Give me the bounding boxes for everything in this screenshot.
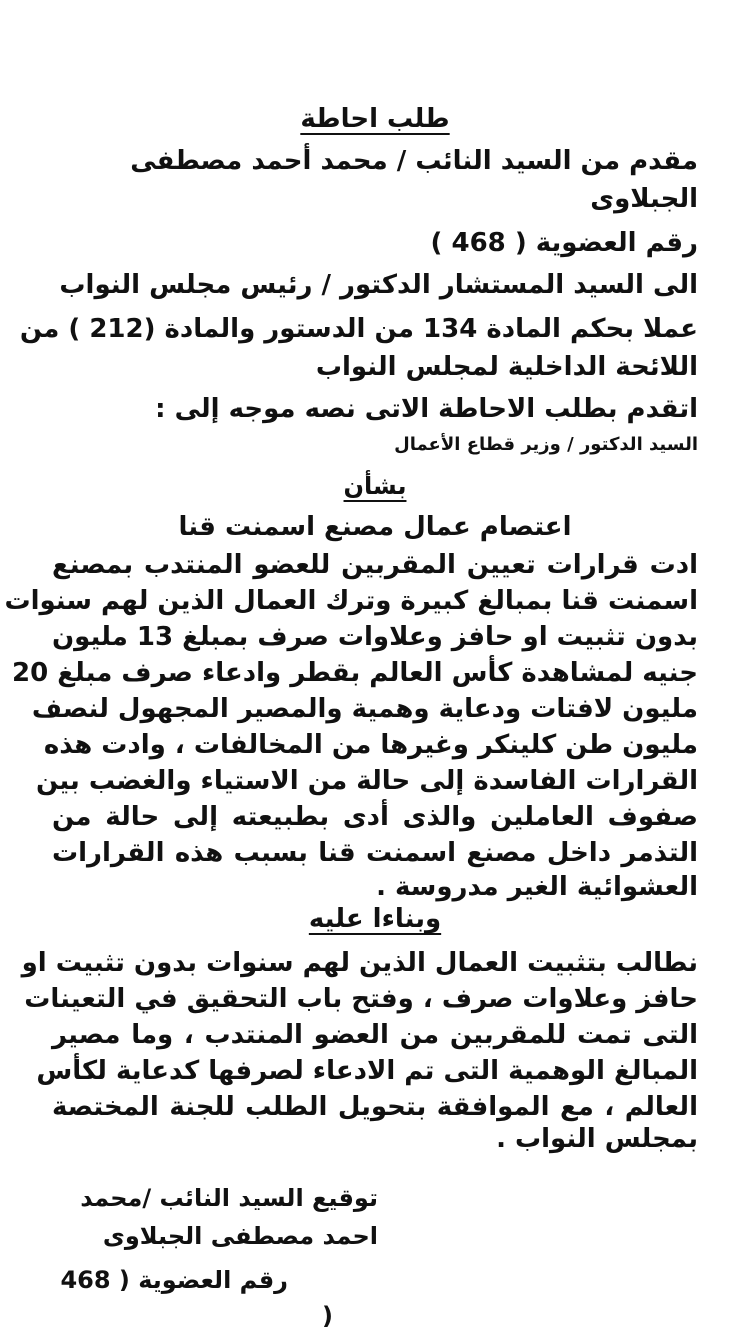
body-line: مليون طن كلينكر وغيرها من المخالفات ، وادت هذه (43, 730, 698, 760)
body-line: صفوف العاملين والذى أدى بطبيعته إلى حالة من (52, 802, 698, 832)
regarding-label: بشأن (343, 472, 407, 500)
minister-addressee: السيد الدكتور / وزير قطاع الأعمال (394, 434, 698, 455)
addressee: الى السيد المستشار الدكتور / رئيس مجلس النواب (59, 270, 698, 300)
request-intro: اتقدم بطلب الاحاطة الاتى نصه موجه إلى : (155, 394, 698, 424)
body-line: اسمنت قنا بمبالغ كبيرة وترك العمال الذين لهم سنوات (4, 586, 698, 616)
signature-closing-paren: ) (322, 1302, 333, 1330)
membership-number: رقم العضوية ( 468 ) (430, 228, 698, 258)
signature-line-1: توقيع السيد النائب /محمد (80, 1184, 378, 1212)
body-line: جنيه لمشاهدة كأس العالم بقطر وادعاء صرف مبلغ 20 (12, 658, 698, 688)
body-line-last: العشوائية الغير مدروسة . (376, 872, 698, 902)
therefore-label: وبناءا عليه (308, 904, 442, 934)
body-line: مليون لافتات ودعاية وهمية والمصير المجهول لنصف (31, 694, 698, 724)
demand-line: حافز وعلاوات صرف ، وفتح باب التحقيق في التعينات (24, 984, 698, 1014)
body-line: ادت قرارات تعيين المقربين للعضو المنتدب بمصنع (52, 550, 698, 580)
legal-basis-line-2: اللائحة الداخلية لمجلس النواب (315, 352, 698, 382)
demand-line: العالم ، مع الموافقة بتحويل الطلب للجنة المختصة (52, 1092, 698, 1122)
submitter-line-2: الجبلاوى (590, 184, 698, 214)
demand-line: نطالب بتثبيت العمال الذين لهم سنوات بدون تثبيت او (21, 948, 698, 978)
body-line: القرارات الفاسدة إلى حالة من الاستياء والغضب بين (36, 766, 698, 796)
signature-line-2: احمد مصطفى الجبلاوى (102, 1222, 378, 1250)
signature-membership: رقم العضوية ( 468 (60, 1266, 288, 1294)
demand-line: المبالغ الوهمية التى تم الادعاء لصرفها كدعاية لكأس (36, 1056, 698, 1086)
body-line: التذمر داخل مصنع اسمنت قنا بسبب هذه القرارات (52, 838, 698, 868)
demand-line: التى تمت للمقربين من العضو المنتدب ، وما مصير (52, 1020, 698, 1050)
body-line: بدون تثبيت او حافز وعلاوات صرف بمبلغ 13 مليون (51, 622, 698, 652)
legal-basis-line-1: عملا بحكم المادة 134 من الدستور والمادة (212 ) من (19, 314, 698, 344)
submitter-line-1: مقدم من السيد النائب / محمد أحمد مصطفى (130, 146, 698, 176)
document-title: طلب احاطة (300, 104, 450, 134)
demand-line-last: بمجلس النواب . (496, 1124, 698, 1154)
subject: اعتصام عمال مصنع اسمنت قنا (178, 512, 572, 542)
